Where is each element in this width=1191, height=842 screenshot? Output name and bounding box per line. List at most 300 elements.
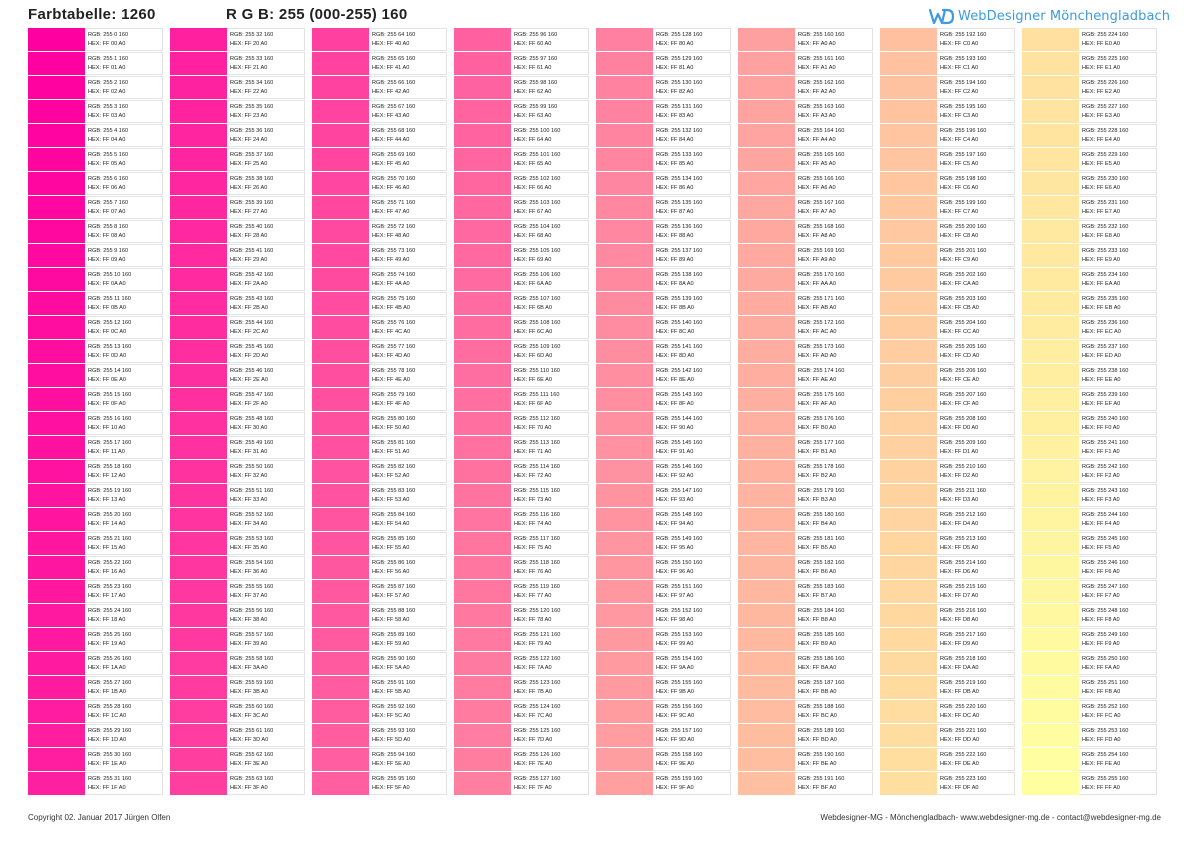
hex-value: HEX: FF F8 A0 [1082,617,1120,623]
color-swatch [312,676,369,699]
hex-value: HEX: FF 41 A0 [372,65,410,71]
color-swatch [28,652,85,675]
hex-value: HEX: FF 2C A0 [230,329,269,335]
hex-value: HEX: FF 86 A0 [656,185,694,191]
color-values [511,148,589,171]
hex-value: HEX: FF 54 A0 [372,521,410,527]
rgb-value: RGB: 255 142 160 [656,368,703,374]
color-swatch [738,316,795,339]
color-values [227,364,305,387]
color-entry [1022,76,1158,100]
rgb-value: RGB: 255 49 160 [230,440,274,446]
color-values [653,244,731,267]
color-swatch [170,316,227,339]
color-entry [596,484,732,508]
color-entry [312,556,448,580]
color-values [511,700,589,723]
rgb-value: RGB: 255 84 160 [372,512,416,518]
color-swatch [738,244,795,267]
color-values [227,700,305,723]
color-entry [28,628,164,652]
color-entry [738,316,874,340]
rgb-value: RGB: 255 40 160 [230,224,274,230]
hex-value: HEX: FF F6 A0 [1082,569,1120,575]
rgb-value: RGB: 255 212 160 [940,512,987,518]
color-swatch [596,556,653,579]
hex-value: HEX: FF B2 A0 [798,473,836,479]
color-entry [880,196,1016,220]
color-swatch [170,388,227,411]
color-values [511,28,589,51]
rgb-value: RGB: 255 180 160 [798,512,845,518]
color-values [1079,604,1157,627]
hex-value: HEX: FF 35 A0 [230,545,268,551]
color-entry [596,436,732,460]
hex-value: HEX: FF BE A0 [798,761,837,767]
hex-value: HEX: FF 72 A0 [514,473,552,479]
color-swatch [28,316,85,339]
color-entry [596,556,732,580]
rgb-value: RGB: 255 178 160 [798,464,845,470]
color-entry [880,556,1016,580]
color-swatch [312,124,369,147]
color-swatch [170,76,227,99]
hex-value: HEX: FF 6C A0 [514,329,553,335]
color-values [85,244,163,267]
color-swatch [880,532,937,555]
color-entry [454,172,590,196]
hex-value: HEX: FF C8 A0 [940,233,979,239]
color-swatch [170,604,227,627]
color-values [937,484,1015,507]
rgb-value: RGB: 255 245 160 [1082,536,1129,542]
color-entry [454,148,590,172]
rgb-value: RGB: 255 103 160 [514,200,561,206]
color-swatch [28,484,85,507]
hex-value: HEX: FF 2A A0 [230,281,268,287]
hex-value: HEX: FF 60 A0 [514,41,552,47]
color-values [1079,652,1157,675]
color-values [795,124,873,147]
rgb-value: RGB: 255 77 160 [372,344,416,350]
color-swatch [738,556,795,579]
color-entry [312,292,448,316]
color-entry [880,772,1016,796]
color-entry [596,580,732,604]
rgb-value: RGB: 255 196 160 [940,128,987,134]
rgb-value: RGB: 255 215 160 [940,584,987,590]
hex-value: HEX: FF 7D A0 [514,737,553,743]
color-values [653,28,731,51]
color-values [227,628,305,651]
rgb-value: RGB: 255 227 160 [1082,104,1129,110]
color-values [85,268,163,291]
hex-value: HEX: FF 58 A0 [372,617,410,623]
rgb-value: RGB: 255 57 160 [230,632,274,638]
hex-value: HEX: FF 9D A0 [656,737,695,743]
hex-value: HEX: FF 42 A0 [372,89,410,95]
color-values [937,508,1015,531]
color-swatch [738,388,795,411]
hex-value: HEX: FF AF A0 [798,401,836,407]
color-swatch [1022,220,1079,243]
hex-value: HEX: FF BF A0 [798,785,837,791]
rgb-value: RGB: 255 25 160 [88,632,132,638]
color-swatch [454,124,511,147]
rgb-value: RGB: 255 230 160 [1082,176,1129,182]
rgb-value: RGB: 255 205 160 [940,344,987,350]
color-swatch [170,436,227,459]
color-swatch [454,532,511,555]
color-swatch [738,292,795,315]
hex-value: HEX: FF 8C A0 [656,329,695,335]
hex-value: HEX: FF 5D A0 [372,737,411,743]
rgb-value: RGB: 255 162 160 [798,80,845,86]
hex-value: HEX: FF 17 A0 [88,593,126,599]
color-values [511,364,589,387]
color-swatch [28,172,85,195]
color-entry [596,316,732,340]
color-swatch [454,508,511,531]
hex-value: HEX: FF 7A A0 [514,665,552,671]
color-swatch [454,484,511,507]
rgb-value: RGB: 255 33 160 [230,56,274,62]
color-values [653,316,731,339]
color-values [511,220,589,243]
color-swatch [28,268,85,291]
hex-value: HEX: FF E1 A0 [1082,65,1120,71]
color-values [937,340,1015,363]
hex-value: HEX: FF 8A A0 [656,281,694,287]
color-swatch [170,268,227,291]
hex-value: HEX: FF 4C A0 [372,329,411,335]
color-swatch [596,676,653,699]
rgb-value: RGB: 255 185 160 [798,632,845,638]
rgb-value: RGB: 255 59 160 [230,680,274,686]
color-entry [28,676,164,700]
hex-value: HEX: FF BA A0 [798,665,837,671]
rgb-value: RGB: 255 204 160 [940,320,987,326]
color-entry [170,772,306,796]
rgb-value: RGB: 255 159 160 [656,776,703,782]
rgb-value: RGB: 255 39 160 [230,200,274,206]
rgb-value: RGB: 255 255 160 [1082,776,1129,782]
rgb-value: RGB: 255 13 160 [88,344,132,350]
color-entry [312,388,448,412]
color-entry [596,652,732,676]
color-swatch [596,196,653,219]
color-column [880,28,1016,796]
hex-value: HEX: FF B1 A0 [798,449,836,455]
color-swatch [596,124,653,147]
color-swatch [170,196,227,219]
color-values [1079,412,1157,435]
color-swatch [596,220,653,243]
rgb-value: RGB: 255 211 160 [940,488,986,494]
color-swatch [738,268,795,291]
hex-value: HEX: FF EE A0 [1082,377,1121,383]
color-values [369,532,447,555]
color-swatch [312,340,369,363]
color-entry [454,628,590,652]
color-swatch [28,676,85,699]
color-swatch [880,76,937,99]
color-swatch [170,364,227,387]
color-values [369,748,447,771]
color-entry [596,100,732,124]
rgb-value: RGB: 255 55 160 [230,584,274,590]
color-entry [454,316,590,340]
rgb-value: RGB: 255 151 160 [656,584,703,590]
hex-value: HEX: FF 5C A0 [372,713,411,719]
hex-value: HEX: FF 88 A0 [656,233,694,239]
color-entry [738,340,874,364]
color-swatch [454,172,511,195]
color-entry [1022,28,1158,52]
color-entry [454,652,590,676]
rgb-value: RGB: 255 48 160 [230,416,274,422]
hex-value: HEX: FF 3F A0 [230,785,268,791]
color-values [369,700,447,723]
color-entry [596,388,732,412]
color-entry [312,244,448,268]
color-values [1079,460,1157,483]
color-entry [454,508,590,532]
hex-value: HEX: FF 6E A0 [514,377,552,383]
color-values [227,412,305,435]
rgb-value: RGB: 255 3 160 [88,104,129,110]
color-entry [1022,772,1158,796]
color-values [369,724,447,747]
color-swatch [312,508,369,531]
rgb-value: RGB: 255 252 160 [1082,704,1129,710]
hex-value: HEX: FF 15 A0 [88,545,126,551]
hex-value: HEX: FF FC A0 [1082,713,1121,719]
color-swatch [738,28,795,51]
hex-value: HEX: FF 3E A0 [230,761,268,767]
color-entry [454,388,590,412]
hex-value: HEX: FF 39 A0 [230,641,268,647]
rgb-value: RGB: 255 61 160 [230,728,274,734]
page-title: Farbtabelle: 1260 [28,6,156,23]
rgb-value: RGB: 255 44 160 [230,320,274,326]
color-swatch [1022,628,1079,651]
color-swatch [880,556,937,579]
color-values [653,460,731,483]
color-entry [312,604,448,628]
hex-value: HEX: FF 64 A0 [514,137,552,143]
color-entry [312,340,448,364]
color-values [227,508,305,531]
rgb-value: RGB: 255 126 160 [514,752,561,758]
color-entry [312,628,448,652]
hex-value: HEX: FF AA A0 [798,281,836,287]
hex-value: HEX: FF A1 A0 [798,65,836,71]
color-entry [1022,508,1158,532]
color-swatch [28,628,85,651]
color-swatch [738,100,795,123]
hex-value: HEX: FF A3 A0 [798,113,836,119]
color-swatch [1022,292,1079,315]
color-entry [596,700,732,724]
hex-value: HEX: FF 4F A0 [372,401,410,407]
rgb-value: RGB: 255 119 160 [514,584,560,590]
rgb-value: RGB: 255 169 160 [798,248,845,254]
color-swatch [1022,412,1079,435]
color-swatch [170,556,227,579]
hex-value: HEX: FF 93 A0 [656,497,694,503]
hex-value: HEX: FF C9 A0 [940,257,979,263]
rgb-value: RGB: 255 104 160 [514,224,561,230]
hex-value: HEX: FF A7 A0 [798,209,836,215]
color-swatch [454,148,511,171]
color-values [653,772,731,795]
color-values [653,628,731,651]
rgb-value: RGB: 255 9 160 [88,248,129,254]
color-entry [1022,652,1158,676]
rgb-value: RGB: 255 56 160 [230,608,274,614]
hex-value: HEX: FF CF A0 [940,401,979,407]
hex-value: HEX: FF 2F A0 [230,401,268,407]
hex-value: HEX: FF 45 A0 [372,161,410,167]
hex-value: HEX: FF EC A0 [1082,329,1121,335]
color-entry [738,100,874,124]
color-values [227,340,305,363]
color-swatch [170,148,227,171]
rgb-value: RGB: 255 68 160 [372,128,416,134]
color-swatch [312,580,369,603]
color-values [369,340,447,363]
hex-value: HEX: FF DC A0 [940,713,980,719]
color-entry [170,628,306,652]
color-values [1079,268,1157,291]
color-entry [738,148,874,172]
logo-mark-icon [928,7,954,26]
rgb-value: RGB: 255 31 160 [88,776,132,782]
hex-value: HEX: FF 3C A0 [230,713,269,719]
color-swatch [880,676,937,699]
color-entry [170,700,306,724]
rgb-value: RGB: 255 179 160 [798,488,845,494]
hex-value: HEX: FF 97 A0 [656,593,694,599]
color-entry [1022,628,1158,652]
rgb-value: RGB: 255 95 160 [372,776,416,782]
color-values [937,436,1015,459]
color-values [795,100,873,123]
color-entry [312,412,448,436]
color-entry [880,172,1016,196]
color-swatch [312,172,369,195]
color-values [795,556,873,579]
color-entry [738,268,874,292]
rgb-value: RGB: 255 200 160 [940,224,987,230]
rgb-value: RGB: 255 76 160 [372,320,416,326]
hex-value: HEX: FF DF A0 [940,785,979,791]
rgb-value: RGB: 255 100 160 [514,128,561,134]
color-entry [596,172,732,196]
color-entry [880,220,1016,244]
hex-value: HEX: FF 7C A0 [514,713,553,719]
color-swatch [454,52,511,75]
color-entry [312,76,448,100]
color-values [511,124,589,147]
color-entry [170,676,306,700]
hex-value: HEX: FF E2 A0 [1082,89,1120,95]
color-entry [170,484,306,508]
rgb-value: RGB: 255 65 160 [372,56,416,62]
rgb-value: RGB: 255 223 160 [940,776,987,782]
color-values [369,388,447,411]
color-swatch [1022,676,1079,699]
hex-value: HEX: FF 5B A0 [372,689,410,695]
hex-value: HEX: FF 01 A0 [88,65,126,71]
rgb-value: RGB: 255 226 160 [1082,80,1129,86]
hex-value: HEX: FF 70 A0 [514,425,552,431]
color-swatch [170,628,227,651]
color-swatch [596,268,653,291]
color-entry [28,412,164,436]
color-entry [28,316,164,340]
rgb-value: RGB: 255 92 160 [372,704,416,710]
color-entry [1022,268,1158,292]
rgb-value: RGB: 255 134 160 [656,176,703,182]
color-values [795,316,873,339]
color-entry [312,316,448,340]
color-values [653,652,731,675]
color-entry [312,220,448,244]
hex-value: HEX: FF 13 A0 [88,497,126,503]
color-swatch [880,388,937,411]
rgb-value: RGB: 255 109 160 [514,344,561,350]
color-values [795,52,873,75]
color-values [85,436,163,459]
color-values [795,604,873,627]
rgb-value: RGB: 255 90 160 [372,656,416,662]
color-entry [738,676,874,700]
color-swatch [880,268,937,291]
color-values [1079,220,1157,243]
color-swatch [1022,196,1079,219]
color-values [85,340,163,363]
color-entry [1022,124,1158,148]
color-values [511,340,589,363]
hex-value: HEX: FF 8D A0 [656,353,695,359]
color-swatch [312,460,369,483]
rgb-value: RGB: 255 124 160 [514,704,561,710]
color-values [653,196,731,219]
color-values [369,628,447,651]
color-swatch [880,652,937,675]
color-values [1079,748,1157,771]
color-values [937,76,1015,99]
color-values [85,532,163,555]
color-entry [1022,148,1158,172]
color-values [795,652,873,675]
color-column [596,28,732,796]
hex-value: HEX: FF CD A0 [940,353,980,359]
color-values [937,124,1015,147]
color-entry [596,412,732,436]
rgb-value: RGB: 255 163 160 [798,104,845,110]
color-column [170,28,306,796]
color-entry [28,244,164,268]
color-entry [596,604,732,628]
color-swatch [28,436,85,459]
color-values [795,628,873,651]
color-swatch [596,652,653,675]
color-values [511,460,589,483]
color-column [312,28,448,796]
